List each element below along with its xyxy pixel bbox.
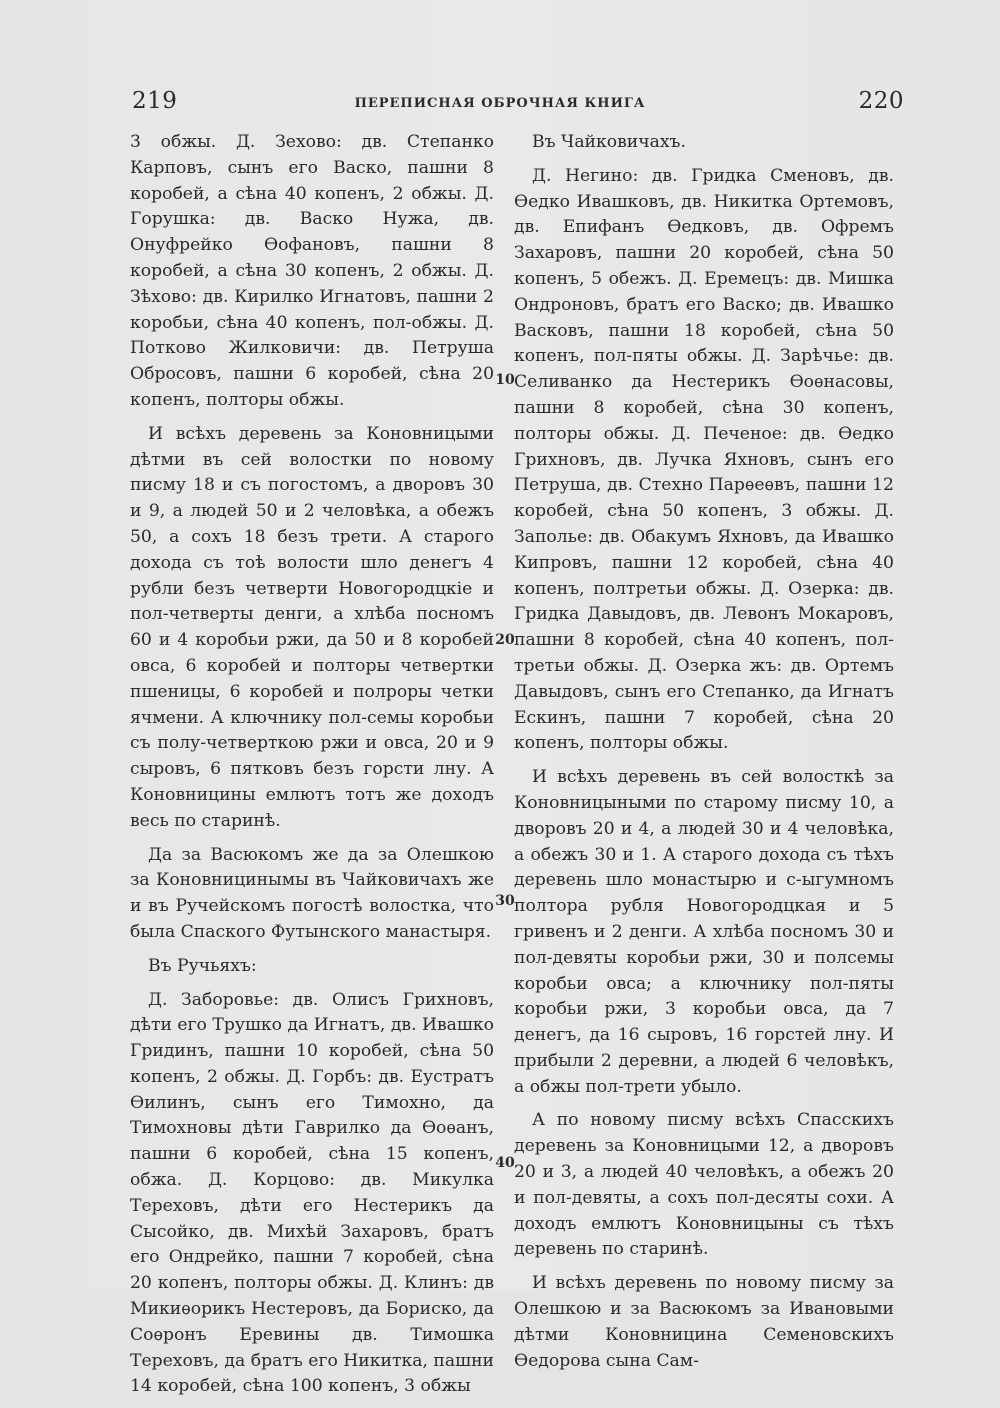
left-paragraph-1: 3 обжы. Д. Зехово: дв. Степанко Карповъ, сынъ его Васко, пашни 8 коробей, а сѣна 40 копенъ, 2 обжы. Д. Горушка: дв. Васко Нужа, дв. Онуфрейко Ѳофановъ, пашни 8 коробей, а сѣна 30 копенъ, 2 обжы. Д. Зѣхово: дв. Кирилко Игнатовъ, пашни 2 коробьи, сѣна 40 копенъ, пол-обжы. Д. Потково Жилковичи: дв. Петруша Обросовъ, пашни 6 коробей, сѣна 20 копенъ, полторы обжы. <box>130 132 494 410</box>
line-number-20: 20 <box>495 632 515 648</box>
left-column <box>130 130 494 1408</box>
page-number-right: 220 <box>858 88 904 114</box>
line-number-30: 30 <box>495 893 515 909</box>
right-paragraph-3: И всѣхъ деревень въ сей волосткѣ за Коновницыными по старому писму 10, а дворовъ 20 и 4, а людей 30 и 4 человѣка, а обежъ 30 и 1. А старого дохода съ тѣхъ деревень шло монастырю и с-ыгумномъ полтора рубля Новогородцкая и 5 гривенъ и 2 денги. А хлѣба посномъ 30 и пол-девяты коробьи ржи, 30 и полсемы коробьи овса; а ключнику пол-пяты коробьи ржи, 3 коробьи овса, да 7 денегъ, да 16 сыровъ, 16 горстей лну. И прибыли 2 деревни, а людей 6 человѣкъ, а обжы пол-трети убыло. <box>514 767 894 1097</box>
line-number-40: 40 <box>495 1155 515 1171</box>
left-paragraph-3: Да за Васюкомъ же да за Олешкою за Коновницинымы въ Чайковичахъ же и въ Ручейскомъ погостѣ волостка, что была Спаского Футынского манастыря. <box>130 844 494 942</box>
page-header <box>0 88 1000 128</box>
running-title: ПЕРЕПИСНАЯ ОБРОЧНАЯ КНИГА <box>354 96 646 111</box>
left-paragraph-2: И всѣхъ деревень за Коновницыми дѣтми въ сей волостки по новому писму 18 и съ погостомъ, а дворовъ 30 и 9, а людей 50 и 2 человѣка, а обежъ 50, а сохъ 18 безъ трети. А старого дохода съ тоѣ волости шло денегъ 4 рубли безъ четверти Новогородцкіе и пол-четверты денги, а хлѣба посномъ 60 и 4 коробьи ржи, да 50 и 8 коробей овса, 6 коробей и полторы четвертки пшеницы, 6 коробей и полроры четки ячмени. А ключнику пол-семы коробьи съ полу-четверткою ржи и овса, 20 и 9 сыровъ, 6 пятковъ безъ горсти лну. А Коновницины емлютъ тотъ же доходъ весь по старинѣ. <box>130 423 494 831</box>
right-column <box>514 130 894 1382</box>
right-paragraph-5: И всѣхъ деревень по новому писму за Олешкою и за Васюкомъ за Ивановыми дѣтми Коновницина Семеновскихъ Ѳедорова сына Сам- <box>514 1273 894 1371</box>
page-number-left: 219 <box>132 88 178 114</box>
left-paragraph-4: Въ Ручьяхъ: <box>148 955 257 976</box>
right-paragraph-2: Д. Негино: дв. Гридка Сменовъ, дв. Ѳедко Ивашковъ, дв. Никитка Ортемовъ, дв. Епифанъ Ѳедковъ, дв. Офремъ Захаровъ, пашни 20 коробей, сѣна 50 копенъ, 5 обежъ. Д. Еремецъ: дв. Мишка Ондроновъ, братъ его Васко; дв. Ивашко Васковъ, пашни 18 коробей, сѣна 50 копенъ, пол-пяты обжы. Д. Зарѣчье: дв. Селиванко да Нестерикъ Ѳоѳнасовы, пашни 8 коробей, сѣна 30 копенъ, полторы обжы. Д. Печеное: дв. Ѳедко Грихновъ, дв. Лучка Яхновъ, сынъ его Петруша, дв. Стехно Парѳеѳвъ, пашни 12 коробей, сѣна 50 копенъ, 3 обжы. Д. Заполье: дв. Обакумъ Яхновъ, да Ивашко Кипровъ, пашни 12 коробей, сѣна 40 копенъ, полтретьи обжы. Д. Озерка: дв. Гридка Давыдовъ, дв. Левонъ Мокаровъ, пашни 8 коробей, сѣна 40 копенъ, пол-третьи обжы. Д. Озерка жъ: дв. Ортемъ Давыдовъ, сынъ его Степанко, да Игнатъ Ескинъ, пашни 7 коробей, сѣна 20 копенъ, полторы обжы. <box>514 165 894 754</box>
right-paragraph-4: А по новому писму всѣхъ Спасскихъ деревень за Коновницыми 12, а дворовъ 20 и 3, а людей 40 человѣкъ, а обежъ 20 и пол-девяты, а сохъ пол-десяты сохи. А доходъ емлютъ Коновницыны съ тѣхъ деревень по старинѣ. <box>514 1110 894 1260</box>
line-number-10: 10 <box>495 372 515 388</box>
left-paragraph-5: Д. Заборовье: дв. Олисъ Грихновъ, дѣти его Трушко да Игнатъ, дв. Ивашко Гридинъ, пашни 10 коробей, сѣна 50 копенъ, 2 обжы. Д. Горбъ: дв. Еустратъ Ѳилинъ, сынъ его Тимохно, да Тимохновы дѣти Гаврилко да Ѳоѳанъ, пашни 6 коробей, сѣна 15 копенъ, обжа. Д. Корцово: дв. Микулка Тереховъ, дѣти его Нестерикъ да Сысойко, дв. Михѣй Захаровъ, братъ его Ондрейко, пашни 7 коробей, сѣна 20 копенъ, полторы обжы. Д. Клинъ: дв Микиѳорикъ Нестеровъ, да Бориско, да Соѳронъ Еревины дв. Тимошка Тереховъ, да братъ его Никитка, пашни 14 коробей, сѣна 100 копенъ, 3 обжы <box>130 989 495 1397</box>
right-paragraph-1: Въ Чайковичахъ. <box>532 132 686 152</box>
